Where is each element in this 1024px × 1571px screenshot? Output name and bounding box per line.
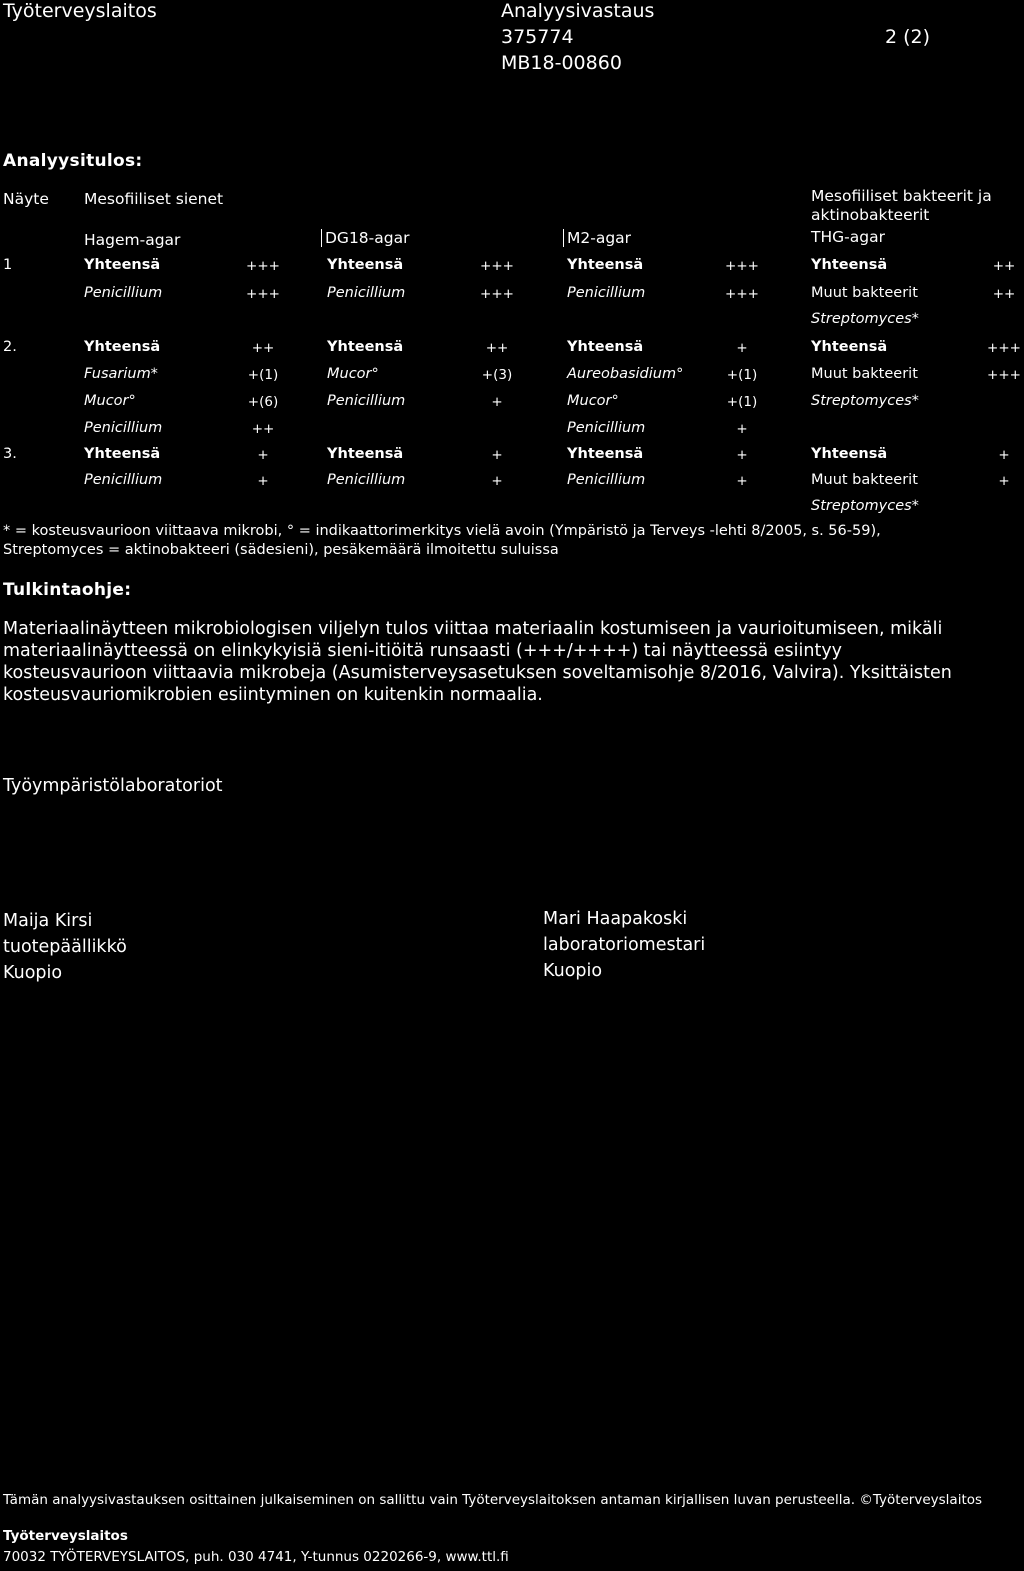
abundance-value: ++ (992, 286, 1016, 302)
abundance-value: + (257, 447, 269, 463)
department-name: Työympäristölaboratoriot (3, 776, 223, 796)
interpretation-line-3: kosteusvaurioon viittaavia mikrobeja (Asumisterveysasetuksen soveltamisohje 8/2016, Valvira). Yksittäisten (3, 663, 952, 683)
total-label: Yhteensä (84, 257, 161, 273)
organism-name: Penicillium (567, 420, 646, 436)
results-heading: Analyysitulos: (3, 151, 143, 171)
organism-name: Penicillium (84, 472, 163, 488)
signer-2-title: laboratoriomestari (543, 935, 706, 955)
organism-name: Mucor° (84, 393, 136, 409)
signer-1-title: tuotepäällikkö (3, 937, 127, 957)
organism-name: Streptomyces* (811, 498, 919, 514)
signer-1-place: Kuopio (3, 963, 63, 983)
abundance-value: +++ (725, 258, 759, 274)
total-label: Yhteensä (811, 257, 888, 273)
footer-notice: Tämän analyysivastauksen osittainen julkaiseminen on sallittu vain Työterveyslaitoksen antaman kirjallisen luvan perusteella. ©Työterveyslaitos (3, 1492, 983, 1508)
abundance-value: ++ (251, 421, 275, 437)
medium-m2-agar: M2-agar (563, 229, 631, 247)
total-label: Yhteensä (567, 257, 644, 273)
signer-2-place: Kuopio (543, 961, 603, 981)
abundance-value: +++ (480, 258, 514, 274)
abundance-value: +++ (725, 286, 759, 302)
abundance-value: + (257, 473, 269, 489)
footer-address: 70032 TYÖTERVEYSLAITOS, puh. 030 4741, Y-tunnus 0220266-9, www.ttl.fi (3, 1549, 509, 1565)
abundance-value: +++ (987, 340, 1021, 356)
column-header-sample: Näyte (3, 190, 49, 208)
abundance-value: +(3) (481, 367, 513, 383)
total-label: Yhteensä (84, 446, 161, 462)
document-number: 375774 (501, 26, 574, 48)
footnote-line-1: * = kosteusvaurioon viittaava mikrobi, ° = indikaattorimerkitys vielä avoin (Ympäristö ja Terveys -lehti 8/2005, s. 56-59), (3, 523, 881, 539)
abundance-value: ++ (251, 340, 275, 356)
document-type: Analyysivastaus (501, 0, 655, 22)
organism-name: Penicillium (84, 420, 163, 436)
total-label: Yhteensä (327, 257, 404, 273)
abundance-value: + (491, 447, 503, 463)
abundance-value: +++ (246, 286, 280, 302)
total-label: Yhteensä (327, 339, 404, 355)
abundance-value: +++ (480, 286, 514, 302)
organism-name: Aureobasidium° (567, 366, 684, 382)
footnote-line-2: Streptomyces = aktinobakteeri (sädesieni), pesäkemäärä ilmoitettu suluissa (3, 542, 559, 558)
abundance-value: +(1) (726, 394, 758, 410)
organism-name: Muut bakteerit (811, 472, 918, 488)
abundance-value: + (736, 473, 748, 489)
sample-number: 2. (3, 339, 17, 355)
organism-name: Streptomyces* (811, 393, 919, 409)
abundance-value: + (998, 473, 1010, 489)
total-label: Yhteensä (84, 339, 161, 355)
column-header-bacteria-line2: aktinobakteerit (811, 206, 930, 224)
abundance-value: ++ (992, 258, 1016, 274)
abundance-value: + (491, 394, 503, 410)
organism-name: Penicillium (567, 285, 646, 301)
organism-name: Fusarium* (84, 366, 158, 382)
organism-name: Penicillium (327, 285, 406, 301)
abundance-value: +++ (246, 258, 280, 274)
abundance-value: + (736, 421, 748, 437)
abundance-value: ++ (485, 340, 509, 356)
org-name: Työterveyslaitos (3, 0, 157, 22)
interpretation-heading: Tulkintaohje: (3, 580, 132, 600)
organism-name: Muut bakteerit (811, 366, 918, 382)
medium-hagem-agar: Hagem-agar (84, 231, 181, 249)
signer-1-name: Maija Kirsi (3, 911, 93, 931)
organism-name: Penicillium (327, 472, 406, 488)
total-label: Yhteensä (567, 339, 644, 355)
sample-id: MB18-00860 (501, 52, 622, 74)
abundance-value: +(1) (726, 367, 758, 383)
sample-number: 3. (3, 446, 17, 462)
medium-dg18-agar: DG18-agar (321, 229, 409, 247)
total-label: Yhteensä (327, 446, 404, 462)
organism-name: Penicillium (327, 393, 406, 409)
abundance-value: + (491, 473, 503, 489)
column-header-bacteria-line1: Mesofiiliset bakteerit ja (811, 187, 992, 205)
total-label: Yhteensä (811, 446, 888, 462)
sample-number: 1 (3, 257, 13, 273)
abundance-value: + (736, 340, 748, 356)
abundance-value: +++ (987, 367, 1021, 383)
abundance-value: + (998, 447, 1010, 463)
abundance-value: +(6) (247, 394, 279, 410)
organism-name: Penicillium (84, 285, 163, 301)
organism-name: Streptomyces* (811, 311, 919, 327)
column-header-fungi: Mesofiiliset sienet (84, 190, 224, 208)
organism-name: Muut bakteerit (811, 285, 918, 301)
interpretation-line-2: materiaalinäytteessä on elinkykyisiä sieni-itiöitä runsaasti (+++/++++) tai näytteessä esiintyy (3, 641, 843, 661)
organism-name: Mucor° (327, 366, 379, 382)
interpretation-line-4: kosteusvauriomikrobien esiintyminen on kuitenkin normaalia. (3, 685, 543, 705)
footer-org: Työterveyslaitos (3, 1528, 128, 1544)
signer-2-name: Mari Haapakoski (543, 909, 688, 929)
total-label: Yhteensä (811, 339, 888, 355)
page-number: 2 (2) (885, 26, 931, 48)
abundance-value: +(1) (247, 367, 279, 383)
organism-name: Mucor° (567, 393, 619, 409)
interpretation-line-1: Materiaalinäytteen mikrobiologisen viljelyn tulos viittaa materiaalin kostumiseen ja vaurioitumiseen, mikäli (3, 619, 943, 639)
abundance-value: + (736, 447, 748, 463)
organism-name: Penicillium (567, 472, 646, 488)
medium-thg-agar: THG-agar (811, 228, 885, 246)
total-label: Yhteensä (567, 446, 644, 462)
